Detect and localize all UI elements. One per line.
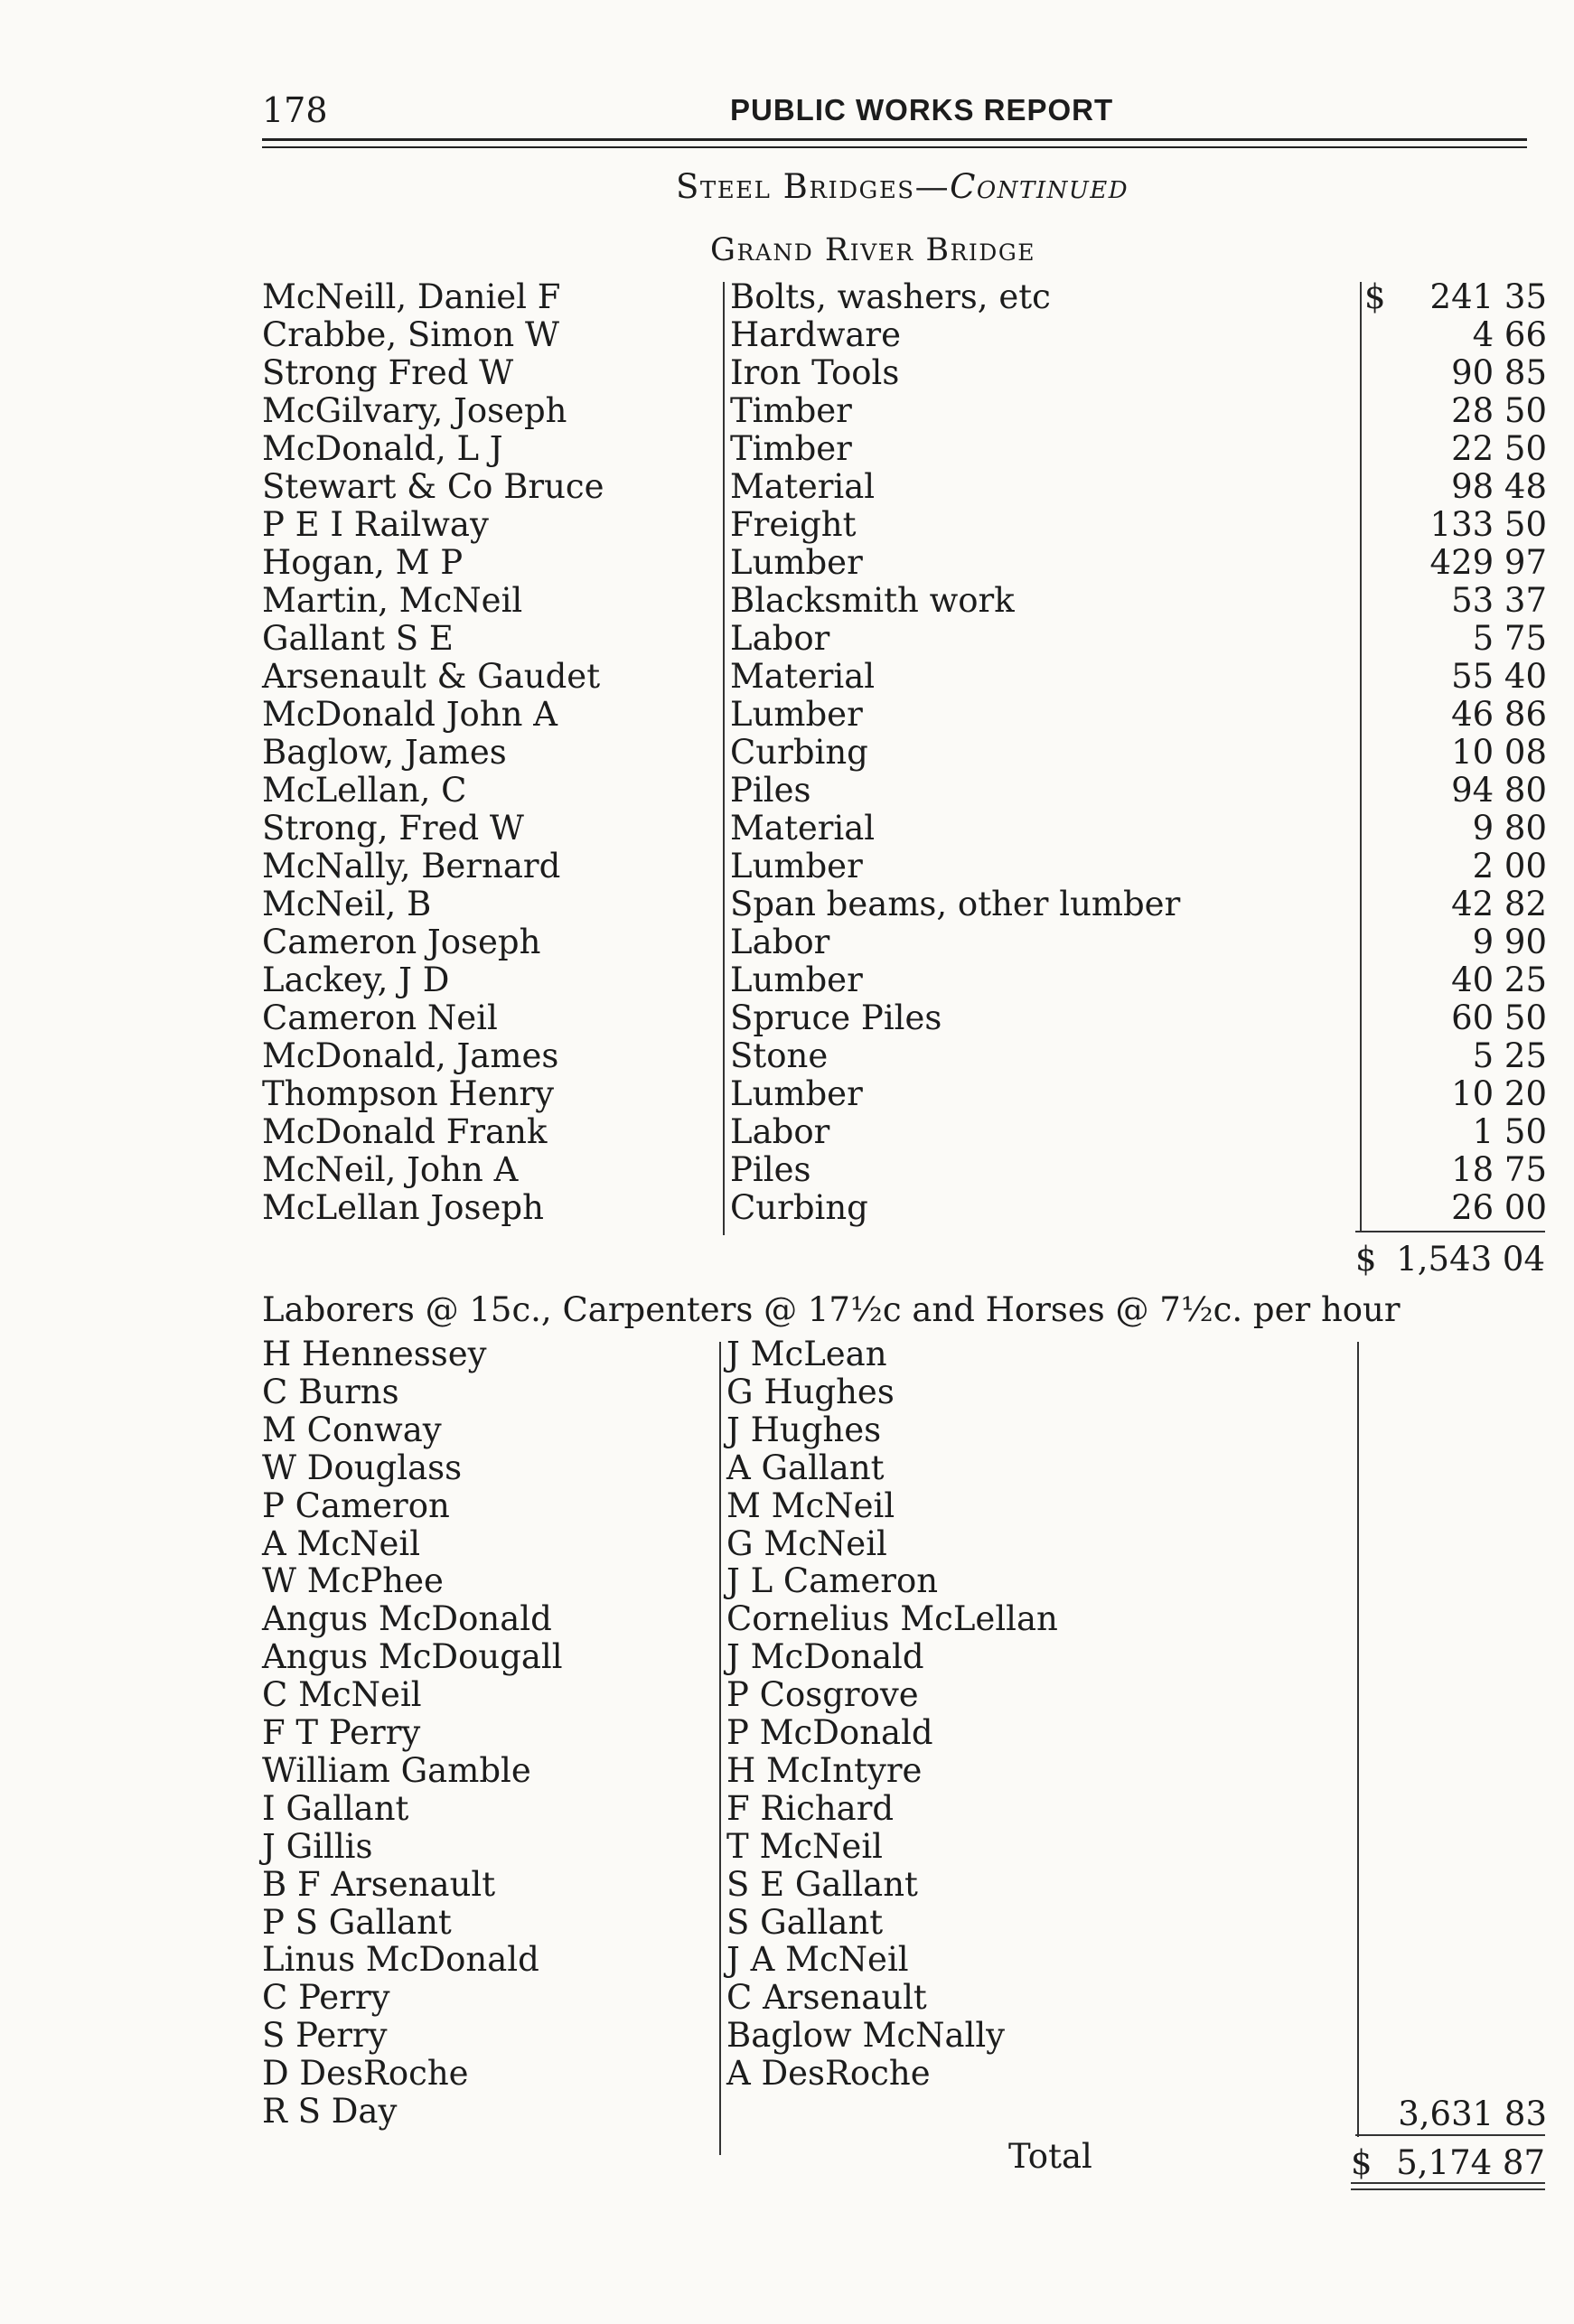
laborer-name: Linus McDonald xyxy=(262,1940,539,1980)
payee-name: Strong Fred W xyxy=(262,353,514,392)
item-description: Lumber xyxy=(730,1074,863,1113)
item-amount: 10 20 xyxy=(1451,1074,1547,1113)
laborer-name: W McPhee xyxy=(262,1561,444,1601)
laborer-name: M Conway xyxy=(262,1410,442,1449)
laborer-name: J McLean xyxy=(726,1335,887,1373)
item-description: Material xyxy=(730,809,876,848)
payee-name: McNeil, John A xyxy=(262,1150,519,1189)
laborer-name: P S Gallant xyxy=(262,1902,452,1942)
payee-name: Strong, Fred W xyxy=(262,809,524,848)
table-row xyxy=(0,658,1574,696)
payee-name: McDonald Frank xyxy=(262,1112,548,1151)
laborer-name: Baglow McNally xyxy=(726,2016,1006,2056)
item-description: Lumber xyxy=(730,695,863,734)
item-amount: 46 86 xyxy=(1451,695,1547,734)
item-description: Material xyxy=(730,467,876,506)
laborer-name: J A McNeil xyxy=(726,1940,909,1980)
laborer-name: J McDonald xyxy=(726,1637,924,1677)
payee-name: Gallant S E xyxy=(262,619,454,658)
laborer-name: C Perry xyxy=(262,1978,390,2018)
payee-name: Hogan, M P xyxy=(262,543,464,582)
laborer-name: J Gillis xyxy=(262,1826,373,1866)
table-row xyxy=(0,544,1574,582)
item-description: Labor xyxy=(730,619,830,658)
item-amount: 94 80 xyxy=(1451,771,1547,810)
table-row xyxy=(0,1075,1574,1113)
item-description: Spruce Piles xyxy=(730,998,942,1037)
item-description: Piles xyxy=(730,771,811,810)
table-row xyxy=(0,430,1574,468)
table-row xyxy=(0,1151,1574,1189)
item-description: Blacksmith work xyxy=(730,581,1015,620)
laborer-name: I Gallant xyxy=(262,1788,409,1828)
item-amount: 1 50 xyxy=(1472,1112,1547,1151)
laborer-name: H McIntyre xyxy=(726,1750,923,1790)
payee-name: McDonald John A xyxy=(262,695,557,734)
laborer-name: P McDonald xyxy=(726,1713,933,1752)
laborer-name: Angus McDonald xyxy=(262,1599,552,1639)
item-amount: 22 50 xyxy=(1451,429,1547,468)
laborer-name: F T Perry xyxy=(262,1713,421,1752)
item-amount: 53 37 xyxy=(1451,581,1547,620)
item-amount: 2 00 xyxy=(1472,847,1547,886)
item-description: Material xyxy=(730,657,876,696)
table-row xyxy=(0,1189,1574,1227)
laborer-name: S Perry xyxy=(262,2016,388,2056)
item-amount: 4 66 xyxy=(1472,315,1547,354)
table-row xyxy=(0,468,1574,506)
laborer-name: D DesRoche xyxy=(262,2054,469,2094)
grand-total-double-rule-1 xyxy=(1351,2182,1545,2184)
laborer-name: P Cameron xyxy=(262,1485,450,1525)
laborer-name: M McNeil xyxy=(726,1485,895,1525)
laborer-name: T McNeil xyxy=(726,1826,883,1866)
labor-total: 3,631 83 xyxy=(1398,2094,1547,2133)
payee-name: McLellan Joseph xyxy=(262,1188,544,1227)
item-description: Iron Tools xyxy=(730,353,900,392)
header-rule-bottom xyxy=(262,146,1527,148)
table-row xyxy=(0,392,1574,430)
laborer-name: W Douglass xyxy=(262,1448,463,1487)
item-amount: 28 50 xyxy=(1451,391,1547,430)
total-label: Total xyxy=(1008,2137,1092,2176)
item-amount: 26 00 xyxy=(1451,1188,1547,1227)
laborer-name: William Gamble xyxy=(262,1750,531,1790)
item-description: Lumber xyxy=(730,847,863,886)
item-amount: 40 25 xyxy=(1451,961,1547,999)
laborer-name: H Hennessey xyxy=(262,1335,487,1373)
page-number: 178 xyxy=(262,90,328,130)
payee-name: McDonald, L J xyxy=(262,429,503,468)
table-row xyxy=(0,810,1574,848)
labor-amount-rule xyxy=(1357,1342,1359,2137)
laborer-name: A DesRoche xyxy=(726,2054,931,2094)
section-subtitle: Grand River Bridge xyxy=(710,232,1036,268)
item-amount: 42 82 xyxy=(1451,885,1547,923)
item-amount: 18 75 xyxy=(1451,1150,1547,1189)
item-description: Timber xyxy=(730,429,852,468)
item-description: Stone xyxy=(730,1036,829,1075)
item-description: Bolts, washers, etc xyxy=(730,277,1051,316)
payee-name: Thompson Henry xyxy=(262,1074,554,1113)
payee-name: Baglow, James xyxy=(262,733,507,772)
laborer-name: B F Arsenault xyxy=(262,1864,496,1904)
laborer-name: A McNeil xyxy=(262,1523,421,1563)
table-row xyxy=(0,1113,1574,1151)
item-description: Curbing xyxy=(730,733,868,772)
table-row xyxy=(0,278,1574,316)
table-row xyxy=(0,696,1574,734)
subtotal-rule xyxy=(1355,1231,1545,1232)
payee-name: McDonald, James xyxy=(262,1036,559,1075)
table-row xyxy=(0,961,1574,999)
payee-name: McNally, Bernard xyxy=(262,847,561,886)
table-row xyxy=(0,923,1574,961)
laborer-name: C Burns xyxy=(262,1372,399,1411)
item-amount: 133 50 xyxy=(1429,505,1547,544)
desc-column-rule xyxy=(723,282,725,1235)
grand-total-double-rule-2 xyxy=(1351,2188,1545,2190)
laborer-name: J Hughes xyxy=(726,1410,882,1449)
laborer-name: Cornelius McLellan xyxy=(726,1599,1058,1639)
item-amount: 9 80 xyxy=(1472,809,1547,848)
payee-name: Stewart & Co Bruce xyxy=(262,467,604,506)
table-row xyxy=(0,582,1574,620)
laborer-name: J L Cameron xyxy=(726,1561,939,1601)
laborers-column-rule xyxy=(719,1342,721,2155)
payee-name: McLellan, C xyxy=(262,771,467,810)
header-rule-top xyxy=(262,138,1527,141)
laborer-name: G McNeil xyxy=(726,1523,887,1563)
table-row xyxy=(0,316,1574,354)
payee-name: Crabbe, Simon W xyxy=(262,315,560,354)
table-row xyxy=(0,1037,1574,1075)
laborer-name: Angus McDougall xyxy=(262,1637,563,1677)
item-amount: 10 08 xyxy=(1451,733,1547,772)
payee-name: McGilvary, Joseph xyxy=(262,391,567,430)
payee-name: McNeil, B xyxy=(262,885,432,923)
payee-name: P E I Railway xyxy=(262,505,489,544)
section-title: Steel Bridges—Continued xyxy=(676,167,1129,206)
rates-line: Laborers @ 15c., Carpenters @ 17½c and Horses @ 7½c. per hour xyxy=(262,1290,1401,1329)
item-amount: 429 97 xyxy=(1429,543,1547,582)
currency-symbol: $ xyxy=(1364,277,1386,316)
payee-name: Cameron Joseph xyxy=(262,923,541,961)
item-amount: 98 48 xyxy=(1451,467,1547,506)
payee-name: Martin, McNeil xyxy=(262,581,523,620)
table-row xyxy=(0,999,1574,1037)
table-row xyxy=(0,734,1574,772)
payee-name: Arsenault & Gaudet xyxy=(262,657,601,696)
item-description: Timber xyxy=(730,391,852,430)
laborer-name: A Gallant xyxy=(726,1448,885,1487)
item-amount: 9 90 xyxy=(1472,923,1547,961)
item-description: Piles xyxy=(730,1150,811,1189)
item-amount: 60 50 xyxy=(1451,998,1547,1037)
laborer-name: G Hughes xyxy=(726,1372,895,1411)
item-amount: 55 40 xyxy=(1451,657,1547,696)
item-amount: 241 35 xyxy=(1429,277,1547,316)
payee-name: Lackey, J D xyxy=(262,961,450,999)
laborer-name: R S Day xyxy=(262,2092,398,2131)
item-amount: 5 25 xyxy=(1472,1036,1547,1075)
laborer-name: C McNeil xyxy=(262,1675,422,1715)
laborer-name: P Cosgrove xyxy=(726,1675,919,1715)
laborer-name: F Richard xyxy=(726,1788,895,1828)
table-row xyxy=(0,354,1574,392)
running-head: PUBLIC WORKS REPORT xyxy=(730,93,1114,127)
item-description: Lumber xyxy=(730,961,863,999)
payee-name: McNeill, Daniel F xyxy=(262,277,561,316)
laborer-name: S Gallant xyxy=(726,1902,884,1942)
labor-total-rule xyxy=(1355,2134,1545,2136)
payee-name: Cameron Neil xyxy=(262,998,498,1037)
table-row xyxy=(0,886,1574,923)
laborer-name: C Arsenault xyxy=(726,1978,927,2018)
item-description: Span beams, other lumber xyxy=(730,885,1181,923)
item-description: Lumber xyxy=(730,543,863,582)
item-description: Labor xyxy=(730,923,830,961)
item-description: Labor xyxy=(730,1112,830,1151)
table-row xyxy=(0,848,1574,886)
item-amount: 90 85 xyxy=(1451,353,1547,392)
item-amount: 5 75 xyxy=(1472,619,1547,658)
item-description: Curbing xyxy=(730,1188,868,1227)
table-row xyxy=(0,506,1574,544)
item-description: Hardware xyxy=(730,315,902,354)
item-description: Freight xyxy=(730,505,857,544)
laborer-name: S E Gallant xyxy=(726,1864,918,1904)
table-row xyxy=(0,772,1574,810)
amount-column-rule xyxy=(1360,282,1362,1231)
table-row xyxy=(0,620,1574,658)
